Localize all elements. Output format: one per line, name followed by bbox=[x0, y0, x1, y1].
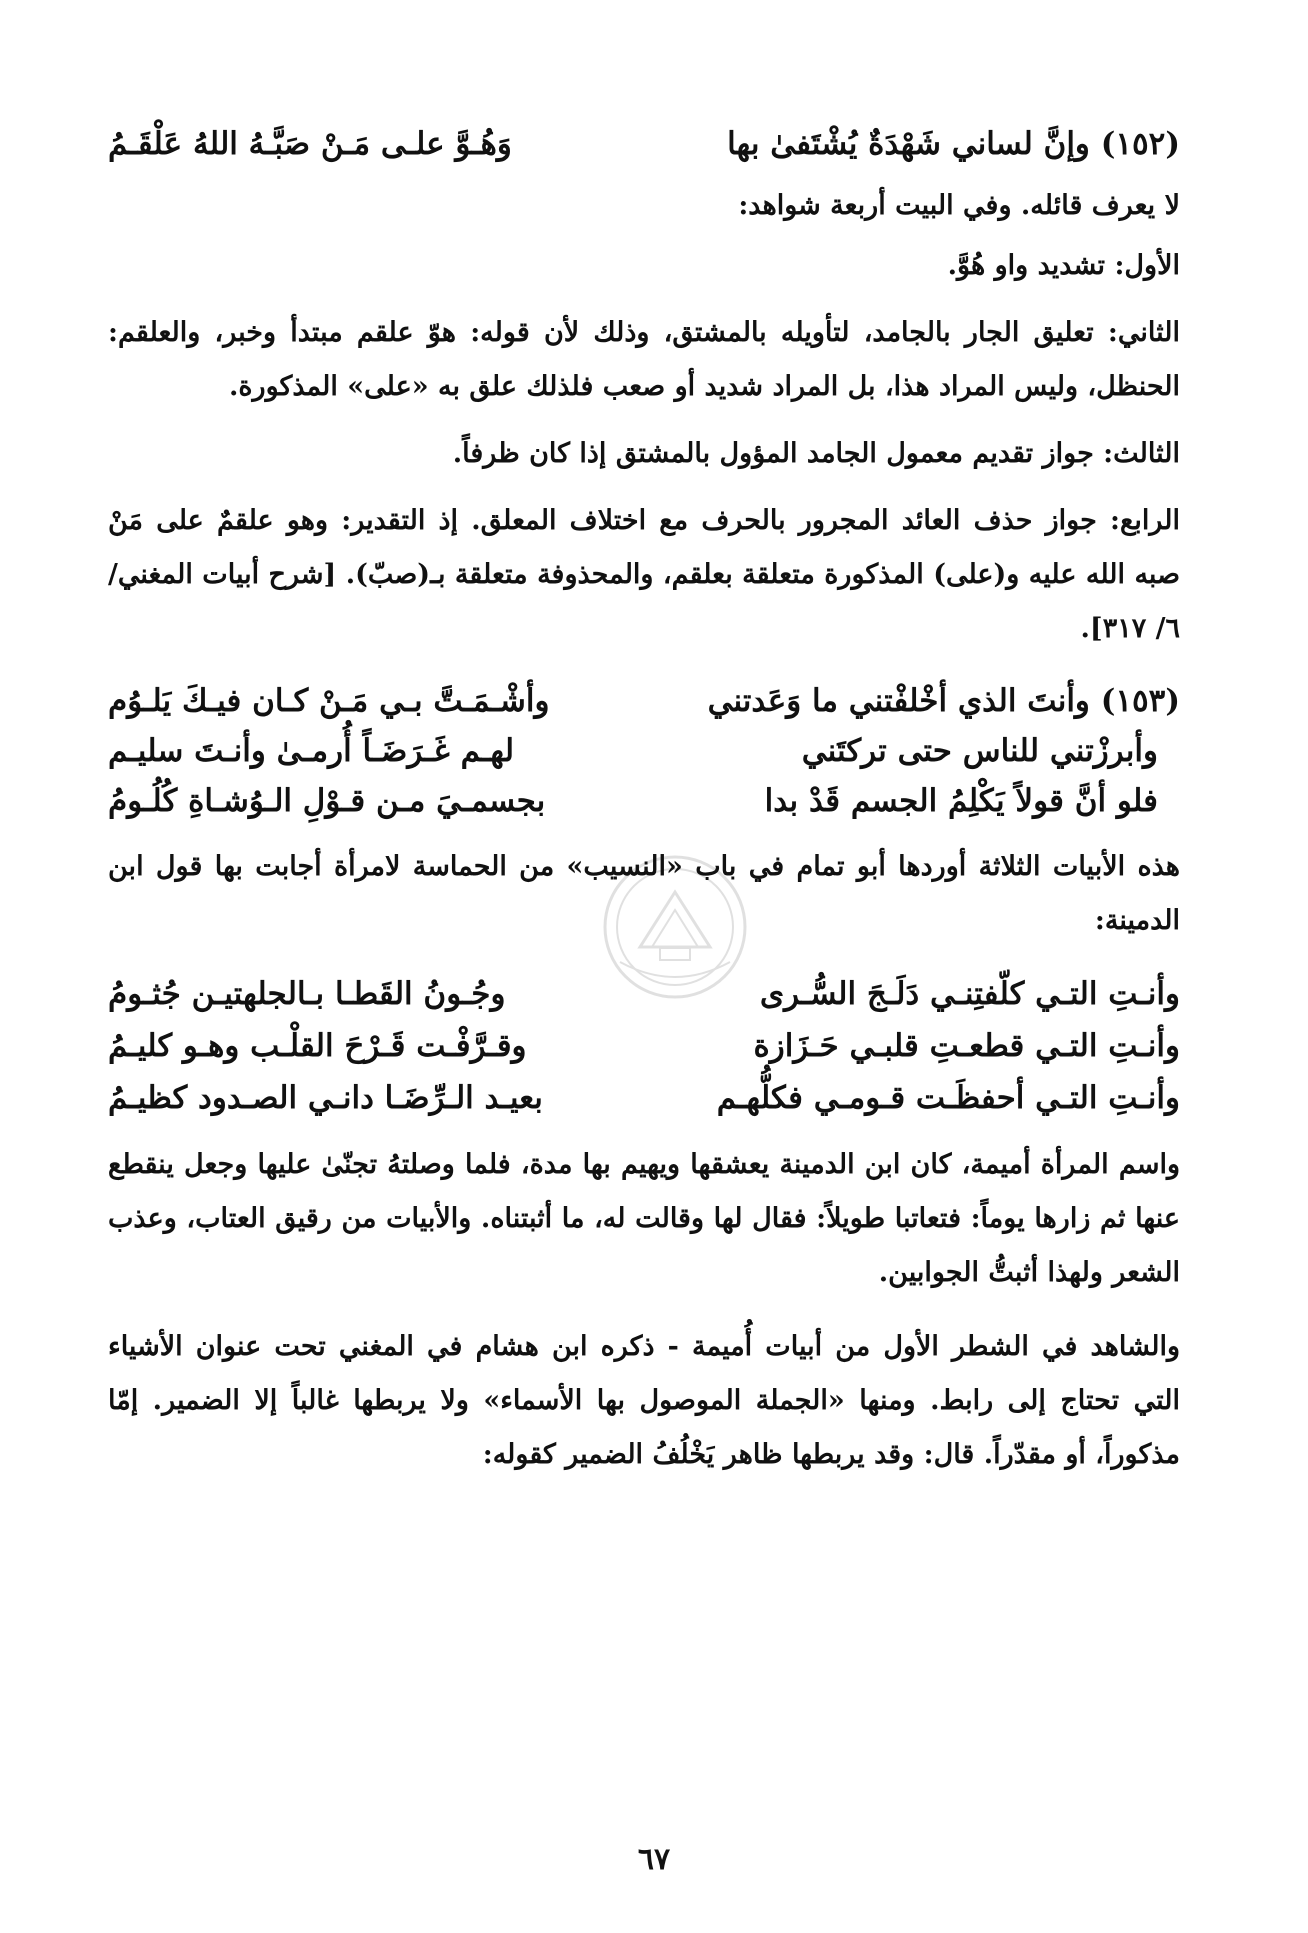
paragraph-first-evidence: الأول: تشديد واو هُوَّ. bbox=[947, 250, 1180, 281]
paragraph-attribution: لا يعرف قائله. وفي البيت أربعة شواهد: bbox=[738, 190, 1180, 221]
verse-hemistich-second: وقـرَّفْـت قَـرْحَ القلْـب وهـو كليـمُ bbox=[108, 1028, 527, 1064]
verse-152 bbox=[108, 118, 1180, 170]
verse-row bbox=[108, 776, 1180, 826]
verse-hemistich-first: (١٥٣) وأنتَ الذي أخْلفْتني ما وَعَدتني bbox=[707, 683, 1180, 719]
verse-hemistich-first: وأنـتِ التـي كلّفتِنـي دَلَـجَ السُّـرى bbox=[759, 976, 1180, 1012]
verse-hemistich-second: لهـم غَـرَضَـاً أُرمـىٰ وأنـتَ سليـم bbox=[108, 733, 515, 769]
verse-hemistich-second: وأشْـمَـتَّ بـي مَـنْ كـان فيـكَ يَلـوُم bbox=[108, 683, 550, 719]
page-number: ٦٧ bbox=[637, 1842, 671, 1877]
verse-row bbox=[108, 118, 1180, 170]
ibn-al-damina-verses bbox=[108, 968, 1180, 1124]
verse-hemistich-second: بعيـد الـرِّضَـا دانـي الصـدود كظيـمُ bbox=[108, 1080, 543, 1116]
verse-row bbox=[108, 676, 1180, 726]
verse-hemistich-second: وجُـونُ القَطـا بـالجلهتيـن جُثـومُ bbox=[108, 976, 506, 1012]
verse-hemistich-first: فلو أنَّ قولاً يَكْلِمُ الجسم قَدْ بدا bbox=[764, 783, 1158, 819]
paragraph-fourth-evidence: الرابع: جواز حذف العائد المجرور بالحرف مع اختلاف المعلق. إذ التقدير: وهو علقمٌ على مَنْ صبه الله عليه و(على) المذكورة متعلقة بعلقم، والمحذوفة متعلقة بـ(صبّ). [شرح أبيات المغني/ ٦/ ٣١٧]. bbox=[108, 505, 1180, 644]
verse-hemistich-second: وَهُـوَّ علـى مَـنْ صَبَّـهُ اللهُ عَلْقَـمُ bbox=[108, 126, 512, 162]
verse-hemistich-first: وأنـتِ التـي قطعـتِ قلبـي حَـزَازة bbox=[753, 1028, 1180, 1064]
verse-hemistich-first: (١٥٢) وإنَّ لساني شَهْدَةٌ يُشْتَفىٰ بها bbox=[727, 126, 1180, 162]
paragraph-hamasa-source: هذه الأبيات الثلاثة أوردها أبو تمام في باب «النسيب» من الحماسة لامرأة أجابت بها قول ابن الدمينة: bbox=[108, 851, 1180, 936]
paragraph-umayma-story: واسم المرأة أميمة، كان ابن الدمينة يعشقها ويهيم بها مدة، فلما وصلتهُ تجنّىٰ عليها وجعل ينقطع عنها ثم زارها يوماً: فتعاتبا طويلاً: فقال لها وقالت له، ما أثبتناه. والأبيات من رقيق العتاب، وعذب الشعر ولهذا أثبتُّ الجوابين. bbox=[108, 1149, 1180, 1288]
paragraph-grammar-evidence: والشاهد في الشطر الأول من أبيات أُميمة - ذكره ابن هشام في المغني تحت عنوان الأشياء التي تحتاج إلى رابط. ومنها «الجملة الموصول بها الأسماء» ولا يربطها غالباً إلا الضمير. إمّا مذكوراً، أو مقدّراً. قال: وقد يربطها ظاهر يَخْلُفُ الضمير كقوله: bbox=[108, 1331, 1180, 1470]
verse-153 bbox=[108, 676, 1180, 826]
paragraph-third-evidence: الثالث: جواز تقديم معمول الجامد المؤول بالمشتق إذا كان ظرفاً. bbox=[452, 438, 1180, 469]
verse-hemistich-first: وأبرزْتني للناس حتى تركتَني bbox=[801, 733, 1158, 769]
verse-hemistich-first: وأنـتِ التـي أحفظَـت قـومـي فكلُّهـم bbox=[716, 1080, 1180, 1116]
verse-row bbox=[108, 1072, 1180, 1124]
verse-hemistich-second: بجسمـيَ مـن قـوْلِ الـوُشـاةِ كُلُـومُ bbox=[108, 783, 546, 819]
verse-row bbox=[108, 726, 1180, 776]
page-content bbox=[108, 118, 1180, 1502]
paragraph-second-evidence: الثاني: تعليق الجار بالجامد، لتأويله بالمشتق، وذلك لأن قوله: هوّ علقم مبتدأ وخبر، والعلقم: الحنظل، وليس المراد هذا، بل المراد شديد أو صعب فلذلك علق به «على» المذكورة. bbox=[108, 317, 1180, 402]
verse-row bbox=[108, 968, 1180, 1020]
verse-row bbox=[108, 1020, 1180, 1072]
